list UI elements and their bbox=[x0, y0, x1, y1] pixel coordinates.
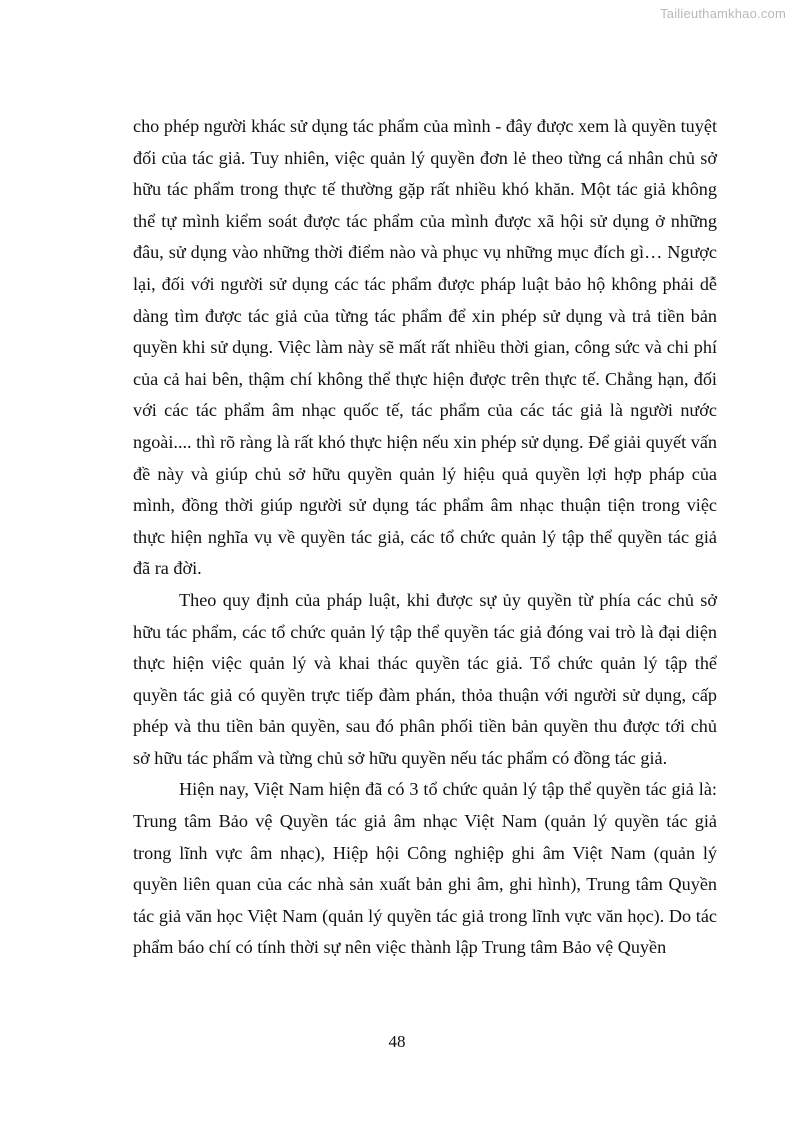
paragraph-3: Hiện nay, Việt Nam hiện đã có 3 tổ chức quản lý tập thể quyền tác giả là: Trung tâm Bảo vệ Quyền tác giả âm nhạc Việt Nam (quản lý quyền tác giả trong lĩnh vực âm nhạc), Hiệp hội Công nghiệp ghi âm Việt Nam (quản lý quyền liên quan của các nhà sản xuất bản ghi âm, ghi hình), Trung tâm Quyền tác giả văn học Việt Nam (quản lý quyền tác giả trong lĩnh vực văn học). Do tác phẩm báo chí có tính thời sự nên việc thành lập Trung tâm Bảo vệ Quyền bbox=[133, 779, 717, 958]
watermark-text: Tailieuthamkhao.com bbox=[660, 6, 786, 21]
document-body bbox=[133, 111, 717, 964]
paragraph-2: Theo quy định của pháp luật, khi được sự ủy quyền từ phía các chủ sở hữu tác phẩm, các tổ chức quản lý tập thể quyền tác giả đóng vai trò là đại diện thực hiện việc quản lý và khai thác quyền tác giả. Tổ chức quản lý tập thể quyền tác giả có quyền trực tiếp đàm phán, thỏa thuận với người sử dụng, cấp phép và thu tiền bản quyền, sau đó phân phối tiền bản quyền thu được tới chủ sở hữu tác phẩm và từng chủ sở hữu quyền nếu tác phẩm có đồng tác giả. bbox=[133, 589, 717, 768]
page-number: 48 bbox=[388, 1032, 406, 1051]
paragraph-1: cho phép người khác sử dụng tác phẩm của mình - đây được xem là quyền tuyệt đối của tác giả. Tuy nhiên, việc quản lý quyền đơn lẻ theo từng cá nhân chủ sở hữu tác phẩm trong thực tế thường gặp rất nhiều khó khăn. Một tác giả không thể tự mình kiểm soát được tác phẩm của mình được xã hội sử dụng ở những đâu, sử dụng vào những thời điểm nào và phục vụ những mục đích gì… Ngược lại, đối với người sử dụng các tác phẩm được pháp luật bảo hộ không phải dễ dàng tìm được tác giả của từng tác phẩm để xin phép sử dụng và trả tiền bản quyền khi sử dụng. Việc làm này sẽ mất rất nhiều thời gian, công sức và chi phí của cả hai bên, thậm chí không thể thực hiện được trên thực tế. Chẳng hạn, đối với các tác phẩm âm nhạc quốc tế, tác phẩm của các tác giả là người nước ngoài.... thì rõ ràng là rất khó thực hiện nếu xin phép sử dụng. Để giải quyết vấn đề này và giúp chủ sở hữu quyền quản lý hiệu quả quyền lợi hợp pháp của mình, đồng thời giúp người sử dụng tác phẩm âm nhạc thuận tiện trong việc thực hiện nghĩa vụ về quyền tác giả, các tổ chức quản lý tập thể quyền tác giả đã ra đời. bbox=[133, 116, 717, 579]
